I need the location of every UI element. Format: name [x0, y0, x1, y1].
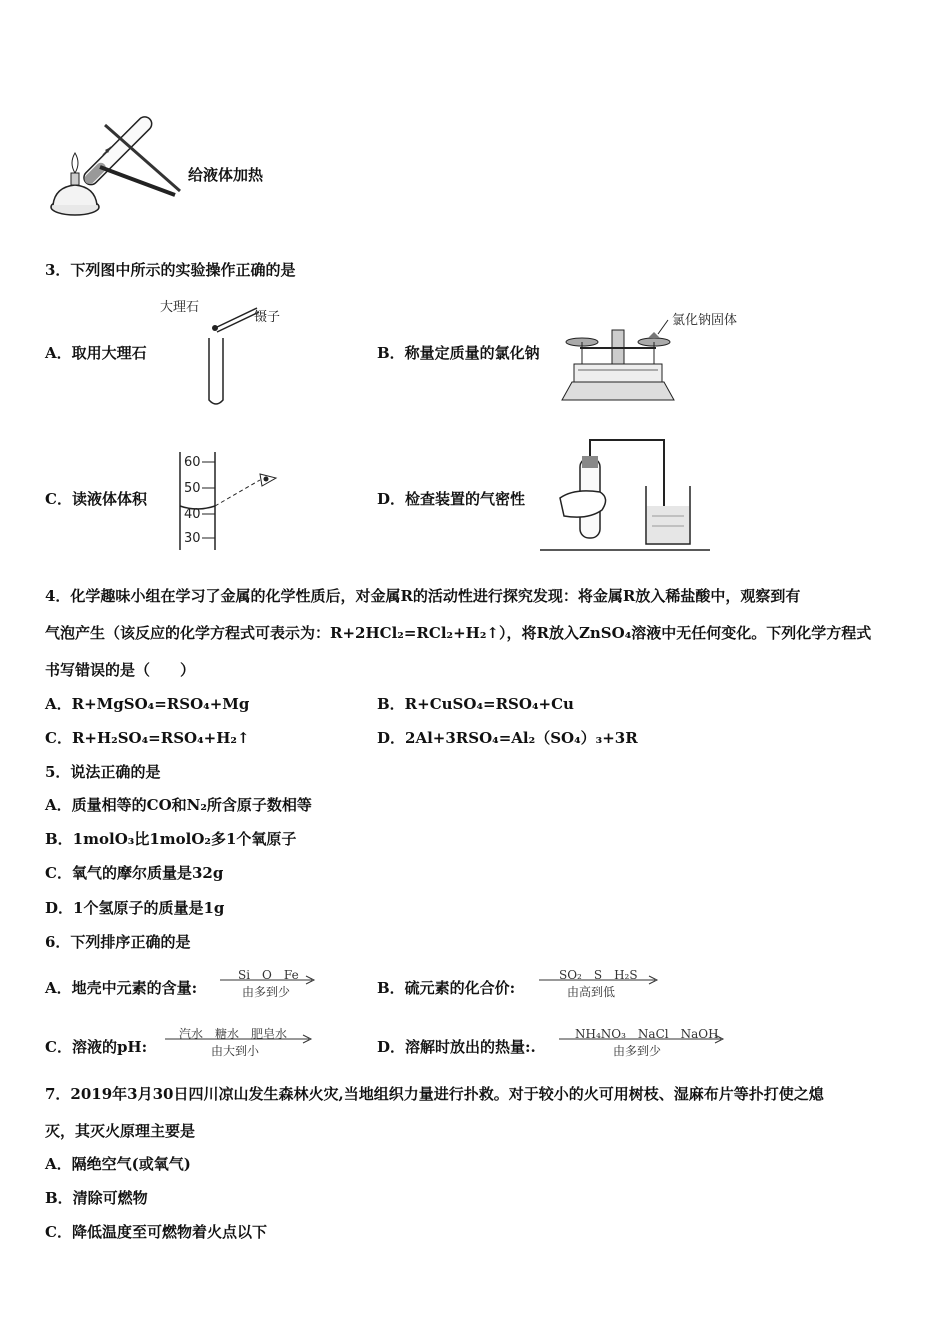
cylinder-tick-30: 30	[184, 531, 201, 546]
q3-option-d: D．检查装置的气密性	[377, 490, 526, 508]
q6-option-b: B．硫元素的化合价:	[377, 979, 516, 997]
q6d-arrow	[557, 1025, 727, 1061]
q6b-sequence: SO₂ S H₂S	[559, 968, 638, 982]
q4-option-c: C．R+H₂SO₄=RSO₄+H₂↑	[45, 729, 250, 747]
q4-stem-line1: 4．化学趣味小组在学习了金属的化学性质后，对金属R的活动性进行探究发现：将金属R放入稀盐酸中，观察到有	[45, 587, 801, 605]
q7-stem-line2: 灭，其灭火原理主要是	[45, 1122, 196, 1140]
q5-option-a: A．质量相等的CO和N₂所含原子数相等	[45, 796, 312, 814]
q6d-order: 由多到少	[613, 1044, 662, 1058]
q6-stem: 6．下列排序正确的是	[45, 933, 191, 951]
q6c-order: 由大到小	[211, 1044, 260, 1058]
q3-stem: 3．下列图中所示的实验操作正确的是	[45, 261, 296, 279]
q7-option-c: C．降低温度至可燃物着火点以下	[45, 1223, 267, 1241]
q4-stem-line3: 书写错误的是（ ）	[45, 661, 196, 679]
q6b-arrow	[537, 966, 661, 1002]
tongs-test-tube-figure	[195, 300, 275, 410]
q5-option-c: C．氧气的摩尔质量是32g	[45, 864, 224, 882]
airtightness-figure	[540, 436, 710, 554]
q4-stem-line2: 气泡产生（该反应的化学方程式可表示为：R+2HCl₂=RCl₂+H₂↑），将R放入ZnSO₄溶液中无任何变化。下列化学方程式	[45, 624, 872, 642]
q6a-order: 由多到少	[242, 985, 291, 999]
q7-stem-line1: 7．2019年3月30日四川凉山发生森林火灾,当地组织力量进行扑救。对于较小的火可用树枝、湿麻布片等扑打使之熄	[45, 1085, 824, 1103]
q6-option-a: A．地壳中元素的含量:	[45, 979, 198, 997]
q6c-sequence: 汽水 糖水 肥皂水	[179, 1027, 288, 1041]
q6a-sequence: Si O Fe	[238, 968, 299, 982]
q6-option-c: C．溶液的pH:	[45, 1038, 148, 1056]
q4-option-a: A．R+MgSO₄=RSO₄+Mg	[45, 695, 250, 713]
heating-liquid-figure	[45, 95, 185, 225]
q4-option-b: B．R+CuSO₄=RSO₄+Cu	[377, 695, 574, 713]
q6a-arrow	[218, 966, 318, 1002]
heating-caption: 给液体加热	[188, 166, 264, 184]
q5-option-d: D．1个氢原子的质量是1g	[45, 899, 225, 917]
q7-option-a: A．隔绝空气(或氧气)	[45, 1155, 191, 1173]
q3-option-c: C．读液体体积	[45, 490, 147, 508]
q6c-arrow	[163, 1025, 315, 1061]
q3b-label: 氯化钠固体	[672, 313, 738, 328]
cylinder-tick-50: 50	[184, 481, 201, 496]
q6b-order: 由高到低	[567, 985, 616, 999]
q3-option-a: A．取用大理石	[45, 344, 147, 362]
q7-option-b: B．清除可燃物	[45, 1189, 148, 1207]
q6-option-d: D．溶解时放出的热量:.	[377, 1038, 536, 1056]
cylinder-tick-40: 40	[184, 507, 201, 522]
cylinder-tick-60: 60	[184, 455, 201, 470]
q3-option-b: B．称量定质量的氯化钠	[377, 344, 540, 362]
q5-option-b: B．1molO₃比1molO₂多1个氧原子	[45, 830, 297, 848]
balance-figure	[558, 318, 678, 406]
q5-stem: 5．说法正确的是	[45, 763, 161, 781]
q3a-label-tongs: 镊子	[254, 310, 281, 325]
q4-option-d: D．2Al+3RSO₄=Al₂（SO₄）₃+3R	[377, 729, 638, 747]
q6d-sequence: NH₄NO₃ NaCl NaOH	[575, 1027, 719, 1041]
q3a-label-marble: 大理石	[160, 300, 200, 315]
